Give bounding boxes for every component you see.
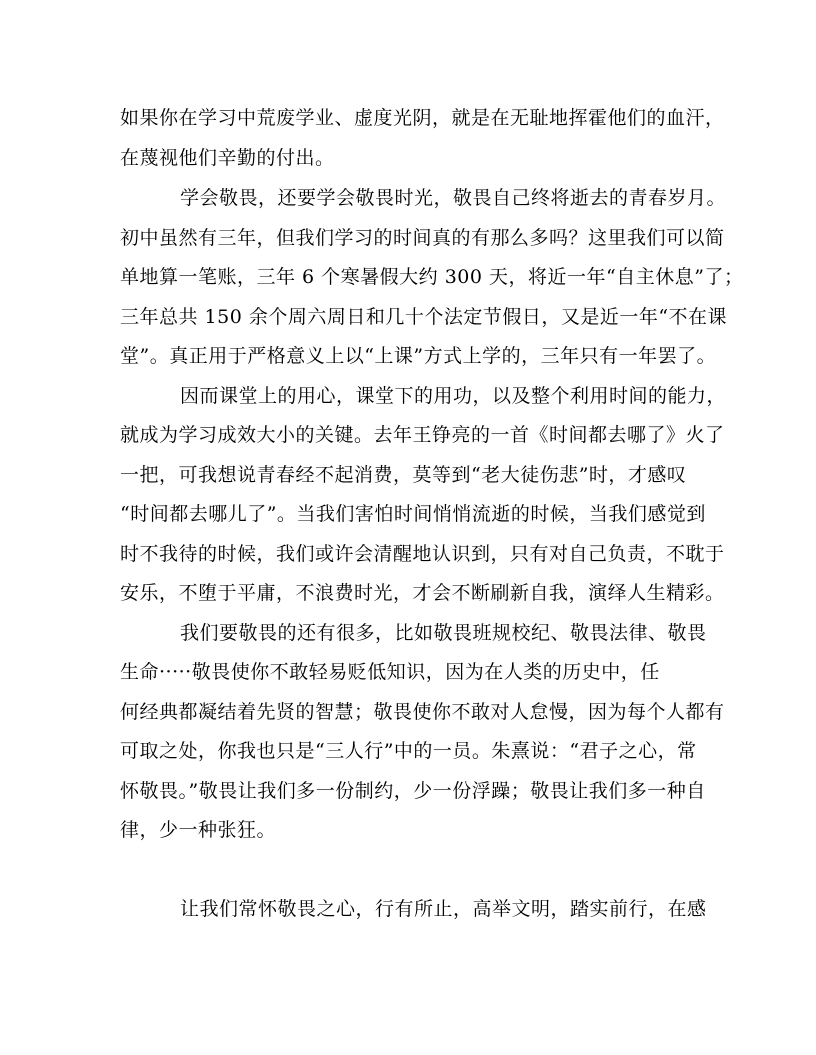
paragraph-4-line-3: 何经典都凝结着先贤的智慧；敬畏使你不敢对人怠慢，因为每个人都有 xyxy=(120,701,725,723)
paragraph-4-line-6: 律，少一种张狂。 xyxy=(120,819,277,841)
paragraph-2-line-1: 学会敬畏，还要学会敬畏时光，敬畏自己终将逝去的青春岁月。 xyxy=(180,187,727,209)
paragraph-1-line-2: 在蔑视他们辛勤的付出。 xyxy=(120,147,335,169)
paragraph-4-line-5: 怀敬畏。”敬畏让我们多一份制约，少一份浮躁；敬畏让我们多一种自 xyxy=(120,780,706,802)
paragraph-2-line-2: 初中虽然有三年，但我们学习的时间真的有那么多吗？这里我们可以简 xyxy=(120,227,725,249)
paragraph-2-line-3: 单地算一笔账，三年 6 个寒暑假大约 300 天，将近一年“自主休息”了； xyxy=(120,266,744,288)
paragraph-3-line-4: “时间都去哪儿了”。当我们害怕时间悄悄流逝的时候，当我们感觉到 xyxy=(120,503,706,525)
paragraph-2-line-4: 三年总共 150 余个周六周日和几十个法定节假日，又是近一年“不在课 xyxy=(120,306,728,328)
paragraph-4-line-4: 可取之处，你我也只是“三人行”中的一员。朱熹说：“君子之心，常 xyxy=(120,740,697,762)
paragraph-3-line-5: 时不我待的时候，我们或许会清醒地认识到，只有对自己负责，不耽于 xyxy=(120,543,725,565)
paragraph-5-line-1: 让我们常怀敬畏之心，行有所止，高举文明，踏实前行，在感 xyxy=(180,898,707,920)
paragraph-2-line-5: 堂”。真正用于严格意义上以“上课”方式上学的，三年只有一年罢了。 xyxy=(120,345,717,367)
paragraph-4-line-2: 生命·····敬畏使你不敢轻易贬低知识，因为在人类的历史中，任 xyxy=(120,661,660,683)
paragraph-3-line-1: 因而课堂上的用心，课堂下的用功，以及整个利用时间的能力， xyxy=(180,385,727,407)
paragraph-4-line-1: 我们要敬畏的还有很多，比如敬畏班规校纪、敬畏法律、敬畏 xyxy=(180,622,707,644)
paragraph-3-line-3: 一把，可我想说青春经不起消费，莫等到“老大徒伤悲”时，才感叹 xyxy=(120,464,687,486)
paragraph-3-line-2: 就成为学习成效大小的关键。去年王铮亮的一首《时间都去哪了》火了 xyxy=(120,424,725,446)
paragraph-3-line-6: 安乐，不堕于平庸，不浪费时光，才会不断刷新自我，演绎人生精彩。 xyxy=(120,582,725,604)
paragraph-1-line-1: 如果你在学习中荒废学业、虚度光阴，就是在无耻地挥霍他们的血汗， xyxy=(120,107,725,129)
